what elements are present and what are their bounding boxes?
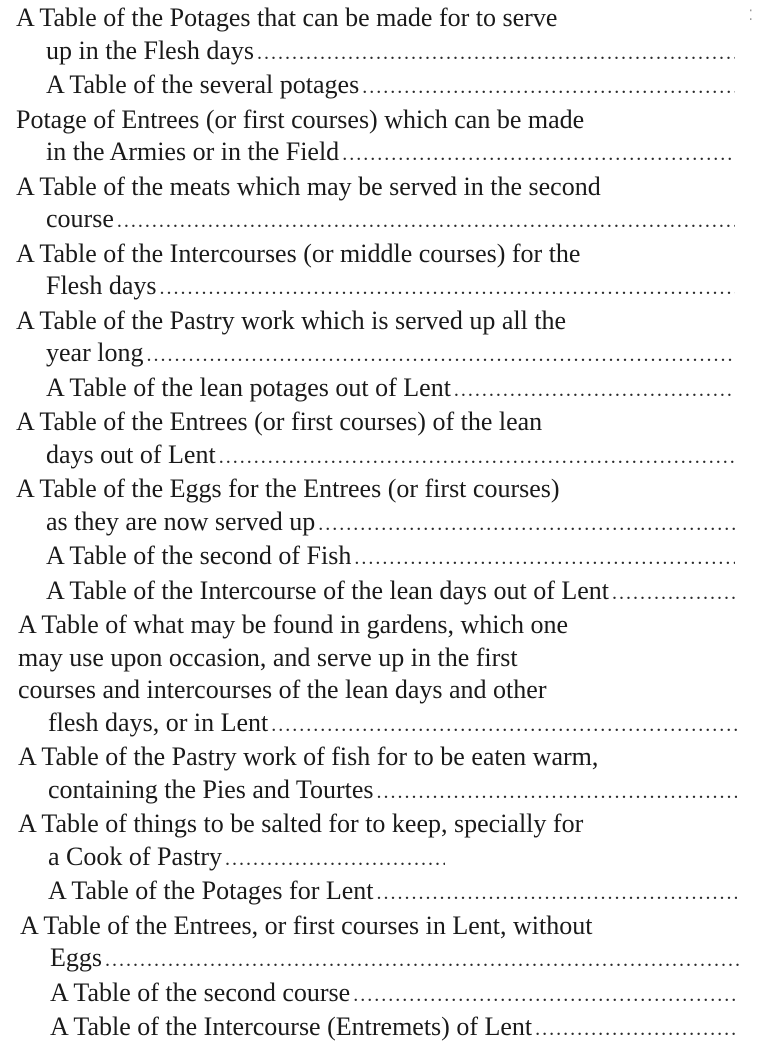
toc-entry-last-line: up in the Flesh days (46, 35, 254, 65)
toc-entry (0, 406, 735, 473)
toc-entry-last-line: A Table of the lean potages out of Lent (46, 372, 451, 402)
dot-leader (377, 776, 737, 809)
toc-entry-last-line: flesh days, or in Lent (48, 707, 269, 737)
toc-entry-last-line: A Table of the Potages for Lent (48, 876, 374, 905)
toc-entry (0, 540, 735, 575)
dot-leader (353, 979, 739, 1012)
toc-entry (0, 238, 735, 305)
toc-entry (2, 609, 737, 741)
dot-leader (318, 508, 735, 541)
toc-entry (0, 104, 735, 171)
dot-leader (342, 138, 735, 171)
toc-entry-last-line: days out of Lent (46, 439, 216, 469)
toc-entry-line: A Table of what may be found in gardens, which one (18, 610, 569, 639)
toc-entry (2, 875, 737, 910)
toc-entry (0, 305, 735, 372)
dot-leader (117, 205, 735, 238)
toc-entry (4, 910, 739, 977)
toc-entry-last-line: A Table of the second of Fish (46, 541, 352, 570)
toc-entry-line: may use upon occasion, and serve up in the first (18, 642, 518, 672)
dot-leader (146, 339, 735, 372)
toc-entry (0, 575, 735, 610)
toc-entry-last-line: as they are now served up (46, 506, 316, 536)
toc-entry-last-line: A Table of the Intercourse (Entremets) of Lent (50, 1012, 533, 1041)
toc-entry-line: courses and intercourses of the lean days and other (18, 675, 547, 704)
dot-leader (225, 843, 445, 876)
dot-leader (535, 1013, 739, 1046)
dot-leader (257, 37, 735, 70)
toc-entry-last-line: A Table of the second course (50, 977, 351, 1007)
toc-entry-last-line: containing the Pies and Tourtes (48, 774, 374, 804)
toc-entry (0, 372, 735, 407)
toc-entry-last-line: Eggs (50, 943, 102, 972)
toc-entry-line: A Table of the Pastry work which is served up all the (16, 305, 567, 335)
toc-entry-last-line: course (46, 204, 114, 233)
toc-entry (2, 808, 737, 875)
dot-leader (271, 709, 737, 742)
toc-entry-line: A Table of the meats which may be served in the second (16, 171, 601, 201)
dot-leader (377, 877, 737, 910)
toc-entry-last-line: A Table of the several potages (46, 70, 360, 99)
toc-entry (0, 2, 735, 69)
dot-leader (454, 374, 735, 407)
dot-leader (219, 441, 735, 474)
toc-entry (2, 741, 737, 808)
toc-entry-line: A Table of things to be salted for to keep, specially for (18, 809, 584, 838)
dot-leader (160, 272, 736, 305)
toc-entry-last-line: A Table of the Intercourse of the lean days out of Lent (46, 575, 610, 605)
toc-entry-line: Potage of Entrees (or first courses) which can be made (16, 104, 585, 134)
dot-leader (354, 542, 735, 575)
toc-entry-last-line: a Cook of Pastry (48, 841, 223, 871)
toc-entry (4, 1011, 739, 1046)
toc-entry (4, 977, 739, 1012)
toc-entry (0, 473, 735, 540)
toc-entry-line: A Table of the Intercourses (or middle courses) for the (16, 238, 581, 268)
toc-entry-last-line: Flesh days (46, 271, 157, 300)
table-of-contents (0, 2, 765, 1046)
dot-leader (362, 71, 735, 104)
dot-leader (612, 577, 735, 610)
toc-entry-line: A Table of the Entrees (or first courses) of the lean (16, 407, 543, 436)
toc-entry (0, 69, 735, 104)
toc-entry-last-line: year long (46, 338, 144, 367)
toc-entry-line: A Table of the Eggs for the Entrees (or first courses) (16, 474, 560, 503)
dot-leader (105, 944, 739, 977)
toc-entry-line: A Table of the Entrees, or first courses in Lent, without (20, 910, 593, 940)
toc-entry-line: A Table of the Potages that can be made for to serve (16, 3, 558, 32)
margin-mark: ⁚ (748, 8, 753, 24)
toc-entry (0, 171, 735, 238)
toc-entry-line: A Table of the Pastry work of fish for to be eaten warm, (18, 742, 599, 771)
toc-entry-last-line: in the Armies or in the Field (46, 137, 340, 166)
